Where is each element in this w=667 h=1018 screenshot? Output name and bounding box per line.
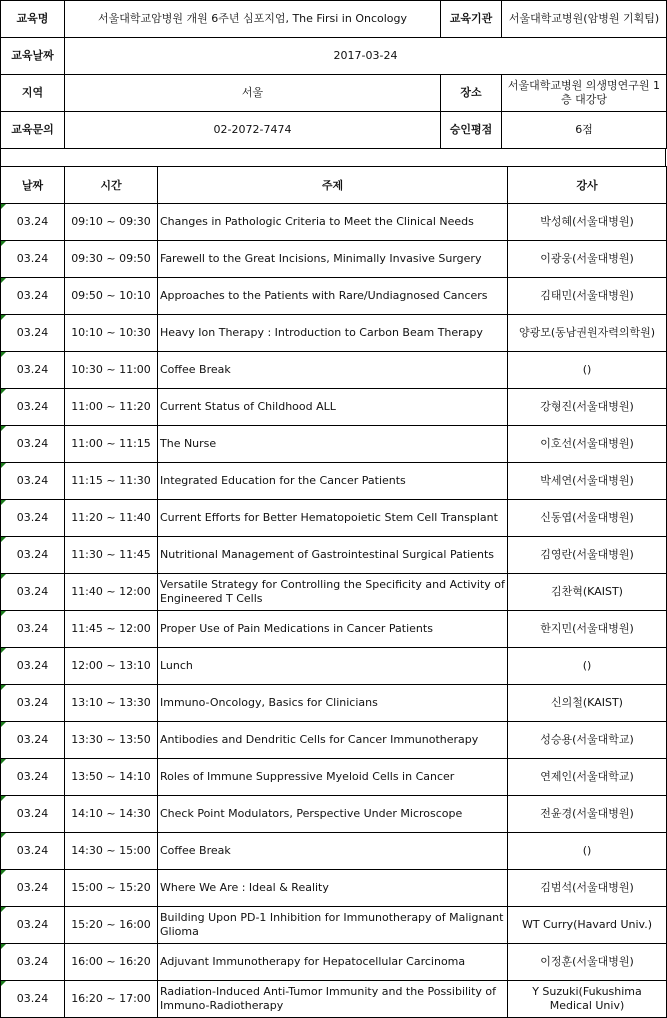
row-topic: Integrated Education for the Cancer Patients [160, 474, 406, 487]
row-speaker-cell [508, 796, 667, 833]
row-time: 13:30 ~ 13:50 [71, 733, 151, 746]
cell-comment-marker-icon [1, 611, 6, 616]
row-time: 14:30 ~ 15:00 [71, 844, 151, 857]
row-topic: Farewell to the Great Incisions, Minimally Invasive Surgery [160, 252, 482, 265]
row-date-cell [1, 981, 65, 1018]
table-row [1, 352, 667, 389]
row-speaker: 성승용(서울대학교) [540, 733, 634, 746]
row-time: 10:30 ~ 11:00 [71, 363, 151, 376]
row-date: 03.24 [16, 955, 49, 968]
cell-comment-marker-icon [1, 315, 6, 320]
row-speaker: 이광웅(서울대병원) [540, 252, 634, 265]
venue-value: 서울대학교병원 의생명연구원 1층 대강당 [502, 75, 667, 112]
row-speaker-cell [508, 574, 667, 611]
row-topic: Adjuvant Immunotherapy for Hepatocellular Carcinoma [160, 955, 466, 968]
info-row [1, 75, 667, 112]
cell-comment-marker-icon [1, 574, 6, 579]
table-row [1, 685, 667, 722]
row-date-cell [1, 870, 65, 907]
row-topic: Radiation-Induced Anti-Tumor Immunity and the Possibility of Immuno-Radiotherapy [160, 985, 497, 1012]
cell-comment-marker-icon [1, 759, 6, 764]
row-topic: Where We Are : Ideal & Reality [160, 881, 329, 894]
row-date: 03.24 [16, 992, 49, 1005]
row-topic: Changes in Pathologic Criteria to Meet the Clinical Needs [160, 215, 474, 228]
table-row [1, 981, 667, 1018]
row-date-cell [1, 500, 65, 537]
row-speaker-cell [508, 944, 667, 981]
table-row [1, 796, 667, 833]
row-speaker-cell [508, 870, 667, 907]
row-date: 03.24 [16, 733, 49, 746]
row-topic-cell [158, 611, 508, 648]
row-speaker: 한지민(서울대병원) [540, 622, 634, 635]
row-speaker-cell [508, 759, 667, 796]
row-topic: Current Status of Childhood ALL [160, 400, 336, 413]
row-date: 03.24 [16, 548, 49, 561]
row-date-cell [1, 574, 65, 611]
info-row [1, 1, 667, 38]
row-topic: Lunch [160, 659, 193, 672]
row-time-cell [65, 611, 158, 648]
table-row [1, 833, 667, 870]
row-speaker: 양광모(동남권원자력의학원) [518, 326, 656, 339]
row-date: 03.24 [16, 844, 49, 857]
row-time-cell [65, 426, 158, 463]
table-row [1, 611, 667, 648]
row-topic: Antibodies and Dendritic Cells for Cancer Immunotherapy [160, 733, 479, 746]
row-time-cell [65, 796, 158, 833]
table-row [1, 500, 667, 537]
row-speaker-cell [508, 833, 667, 870]
row-speaker: 전윤경(서울대병원) [540, 807, 634, 820]
row-speaker: 박세연(서울대병원) [540, 474, 634, 487]
row-time-cell [65, 537, 158, 574]
row-time: 15:00 ~ 15:20 [71, 881, 151, 894]
row-time: 11:00 ~ 11:15 [71, 437, 151, 450]
row-topic: Roles of Immune Suppressive Myeloid Cells in Cancer [160, 770, 455, 783]
row-time-cell [65, 204, 158, 241]
row-time-cell [65, 315, 158, 352]
row-time: 14:10 ~ 14:30 [71, 807, 151, 820]
row-date: 03.24 [16, 659, 49, 672]
row-topic-cell [158, 315, 508, 352]
row-speaker: () [582, 844, 592, 857]
row-topic-cell [158, 796, 508, 833]
row-time-cell [65, 352, 158, 389]
row-date-cell [1, 722, 65, 759]
table-row [1, 759, 667, 796]
row-date-cell [1, 204, 65, 241]
row-time: 09:10 ~ 09:30 [71, 215, 151, 228]
credits-value: 6점 [502, 112, 667, 149]
section-divider [0, 148, 666, 166]
row-time: 09:30 ~ 09:50 [71, 252, 151, 265]
row-date: 03.24 [16, 363, 49, 376]
row-time-cell [65, 907, 158, 944]
row-speaker: 강형진(서울대병원) [540, 400, 634, 413]
row-topic-cell [158, 574, 508, 611]
table-row [1, 389, 667, 426]
cell-comment-marker-icon [1, 537, 6, 542]
row-date: 03.24 [16, 585, 49, 598]
row-topic: Check Point Modulators, Perspective Under Microscope [160, 807, 463, 820]
cell-comment-marker-icon [1, 463, 6, 468]
row-speaker-cell [508, 685, 667, 722]
cell-comment-marker-icon [1, 278, 6, 283]
row-speaker-cell [508, 648, 667, 685]
row-speaker: 신동엽(서울대병원) [540, 511, 634, 524]
row-topic-cell [158, 907, 508, 944]
table-row [1, 574, 667, 611]
header-topic: 주제 [158, 167, 508, 204]
header-speaker: 강사 [508, 167, 667, 204]
row-time-cell [65, 944, 158, 981]
row-time-cell [65, 759, 158, 796]
row-date: 03.24 [16, 289, 49, 302]
row-speaker: 박성혜(서울대병원) [540, 215, 634, 228]
row-speaker: () [582, 659, 592, 672]
row-topic-cell [158, 870, 508, 907]
row-date-cell [1, 759, 65, 796]
row-topic-cell [158, 278, 508, 315]
row-speaker-cell [508, 500, 667, 537]
course-name-value: 서울대학교암병원 개원 6주년 심포지엄, The Firsi in Oncology [65, 1, 441, 38]
table-row [1, 537, 667, 574]
row-date-cell [1, 944, 65, 981]
row-date: 03.24 [16, 622, 49, 635]
row-topic: Coffee Break [160, 363, 231, 376]
row-speaker-cell [508, 722, 667, 759]
cell-comment-marker-icon [1, 648, 6, 653]
header-time: 시간 [65, 167, 158, 204]
row-topic-cell [158, 241, 508, 278]
row-topic-cell [158, 685, 508, 722]
row-topic-cell [158, 352, 508, 389]
cell-comment-marker-icon [1, 833, 6, 838]
row-speaker: 연제인(서울대학교) [540, 770, 634, 783]
cell-comment-marker-icon [1, 241, 6, 246]
row-speaker-cell [508, 241, 667, 278]
cell-comment-marker-icon [1, 944, 6, 949]
table-row [1, 870, 667, 907]
row-date-cell [1, 648, 65, 685]
row-date-cell [1, 611, 65, 648]
cell-comment-marker-icon [1, 352, 6, 357]
row-date-cell [1, 315, 65, 352]
row-speaker: 김범석(서울대병원) [540, 881, 634, 894]
row-time: 11:20 ~ 11:40 [71, 511, 151, 524]
cell-comment-marker-icon [1, 722, 6, 727]
date-label: 교육날짜 [1, 38, 65, 75]
table-row [1, 907, 667, 944]
row-speaker-cell [508, 981, 667, 1018]
row-date-cell [1, 352, 65, 389]
row-time-cell [65, 833, 158, 870]
header-date: 날짜 [1, 167, 65, 204]
row-topic-cell [158, 648, 508, 685]
venue-label: 장소 [441, 75, 502, 112]
row-speaker-cell [508, 537, 667, 574]
date-value: 2017-03-24 [65, 38, 667, 75]
row-time-cell [65, 241, 158, 278]
schedule-body [1, 204, 667, 1018]
row-time-cell [65, 648, 158, 685]
cell-comment-marker-icon [1, 204, 6, 209]
schedule-header-row [1, 167, 667, 204]
row-date: 03.24 [16, 807, 49, 820]
row-time: 13:50 ~ 14:10 [71, 770, 151, 783]
row-date: 03.24 [16, 215, 49, 228]
info-row [1, 38, 667, 75]
table-row [1, 722, 667, 759]
row-date: 03.24 [16, 696, 49, 709]
region-label: 지역 [1, 75, 65, 112]
row-speaker-cell [508, 426, 667, 463]
row-time-cell [65, 463, 158, 500]
row-speaker: 김찬혁(KAIST) [551, 585, 623, 598]
course-info-table [0, 0, 667, 149]
row-date: 03.24 [16, 326, 49, 339]
row-time-cell [65, 981, 158, 1018]
row-speaker-cell [508, 315, 667, 352]
region-value: 서울 [65, 75, 441, 112]
row-date-cell [1, 537, 65, 574]
row-date: 03.24 [16, 511, 49, 524]
row-speaker: () [582, 363, 592, 376]
table-row [1, 204, 667, 241]
row-time: 16:00 ~ 16:20 [71, 955, 151, 968]
row-topic: Immuno-Oncology, Basics for Clinicians [160, 696, 378, 709]
row-date: 03.24 [16, 252, 49, 265]
row-time-cell [65, 389, 158, 426]
row-topic-cell [158, 500, 508, 537]
row-date-cell [1, 241, 65, 278]
row-speaker-cell [508, 611, 667, 648]
row-speaker: 이호선(서울대병원) [540, 437, 634, 450]
row-speaker: WT Curry(Havard Univ.) [522, 918, 652, 931]
row-topic-cell [158, 944, 508, 981]
row-time: 13:10 ~ 13:30 [71, 696, 151, 709]
cell-comment-marker-icon [1, 796, 6, 801]
row-topic: Coffee Break [160, 844, 231, 857]
row-time: 16:20 ~ 17:00 [71, 992, 151, 1005]
row-date: 03.24 [16, 881, 49, 894]
row-speaker-cell [508, 389, 667, 426]
row-topic: Building Upon PD-1 Inhibition for Immunotherapy of Malignant Glioma [160, 911, 504, 938]
row-date-cell [1, 833, 65, 870]
table-row [1, 315, 667, 352]
cell-comment-marker-icon [1, 426, 6, 431]
row-time-cell [65, 574, 158, 611]
info-row [1, 112, 667, 149]
row-topic: Current Efforts for Better Hematopoietic Stem Cell Transplant [160, 511, 498, 524]
row-time: 15:20 ~ 16:00 [71, 918, 151, 931]
cell-comment-marker-icon [1, 870, 6, 875]
row-topic-cell [158, 537, 508, 574]
row-time: 11:00 ~ 11:20 [71, 400, 151, 413]
row-date: 03.24 [16, 474, 49, 487]
cell-comment-marker-icon [1, 981, 6, 986]
cell-comment-marker-icon [1, 907, 6, 912]
row-date: 03.24 [16, 400, 49, 413]
row-topic-cell [158, 389, 508, 426]
table-row [1, 426, 667, 463]
row-time: 12:00 ~ 13:10 [71, 659, 151, 672]
institution-label: 교육기관 [441, 1, 502, 38]
cell-comment-marker-icon [1, 500, 6, 505]
row-date: 03.24 [16, 918, 49, 931]
schedule-table [0, 166, 667, 1018]
row-time-cell [65, 278, 158, 315]
row-speaker: 신의철(KAIST) [551, 696, 623, 709]
row-speaker: 김태민(서울대병원) [540, 289, 634, 302]
row-date-cell [1, 796, 65, 833]
cell-comment-marker-icon [1, 685, 6, 690]
table-row [1, 944, 667, 981]
row-time-cell [65, 870, 158, 907]
row-topic: Approaches to the Patients with Rare/Undiagnosed Cancers [160, 289, 488, 302]
table-row [1, 463, 667, 500]
row-date: 03.24 [16, 770, 49, 783]
row-speaker-cell [508, 278, 667, 315]
row-date-cell [1, 907, 65, 944]
row-speaker-cell [508, 352, 667, 389]
row-date-cell [1, 685, 65, 722]
row-topic-cell [158, 981, 508, 1018]
table-row [1, 278, 667, 315]
table-row [1, 648, 667, 685]
row-topic-cell [158, 426, 508, 463]
row-topic-cell [158, 759, 508, 796]
row-date-cell [1, 463, 65, 500]
contact-label: 교육문의 [1, 112, 65, 149]
row-time: 11:30 ~ 11:45 [71, 548, 151, 561]
row-time: 09:50 ~ 10:10 [71, 289, 151, 302]
row-topic: Versatile Strategy for Controlling the Specificity and Activity of Engineered T Cells [160, 578, 505, 605]
row-time: 10:10 ~ 10:30 [71, 326, 151, 339]
course-name-label: 교육명 [1, 1, 65, 38]
row-topic-cell [158, 722, 508, 759]
row-time-cell [65, 500, 158, 537]
row-topic: Nutritional Management of Gastrointestinal Surgical Patients [160, 548, 495, 561]
credits-label: 승인평점 [441, 112, 502, 149]
row-date-cell [1, 389, 65, 426]
row-topic: The Nurse [160, 437, 217, 450]
row-date-cell [1, 278, 65, 315]
table-row [1, 241, 667, 278]
row-time: 11:15 ~ 11:30 [71, 474, 151, 487]
row-time-cell [65, 722, 158, 759]
row-speaker-cell [508, 907, 667, 944]
row-topic-cell [158, 204, 508, 241]
row-topic-cell [158, 463, 508, 500]
row-time: 11:45 ~ 12:00 [71, 622, 151, 635]
row-topic-cell [158, 833, 508, 870]
row-speaker-cell [508, 463, 667, 500]
row-date-cell [1, 426, 65, 463]
row-speaker: Y Suzuki(Fukushima Medical Univ) [532, 985, 642, 1012]
row-time: 11:40 ~ 12:00 [71, 585, 151, 598]
row-speaker-cell [508, 204, 667, 241]
row-topic: Heavy Ion Therapy : Introduction to Carbon Beam Therapy [160, 326, 483, 339]
contact-value: 02-2072-7474 [65, 112, 441, 149]
cell-comment-marker-icon [1, 389, 6, 394]
row-time-cell [65, 685, 158, 722]
row-speaker: 김영란(서울대병원) [540, 548, 634, 561]
row-topic: Proper Use of Pain Medications in Cancer Patients [160, 622, 433, 635]
row-date: 03.24 [16, 437, 49, 450]
institution-value: 서울대학교병원(암병원 기획팀) [502, 1, 667, 38]
row-speaker: 이정훈(서울대병원) [540, 955, 634, 968]
